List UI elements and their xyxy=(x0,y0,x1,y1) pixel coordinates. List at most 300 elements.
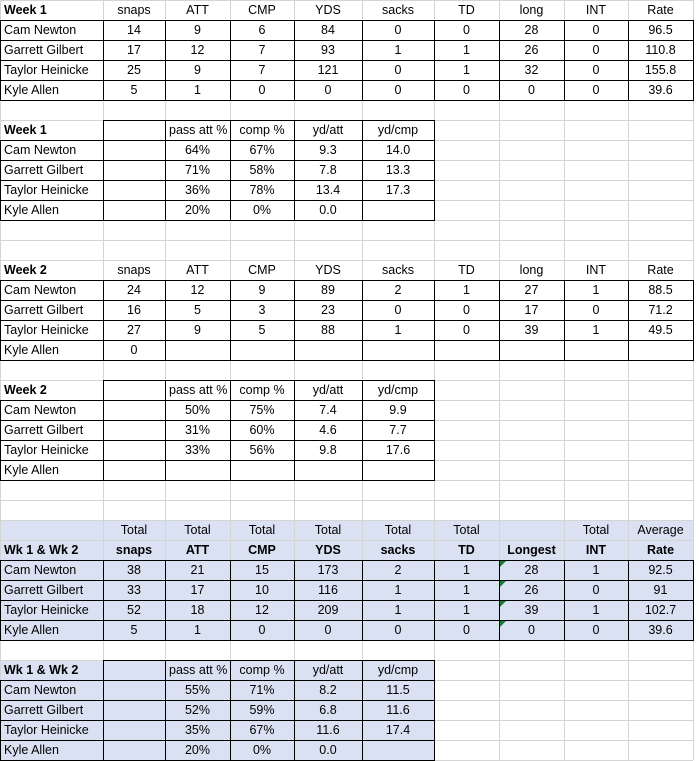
column-header-top: Average xyxy=(637,523,684,537)
cell-border xyxy=(0,280,1,360)
column-header-bottom: snaps xyxy=(115,543,153,557)
stat-cell xyxy=(230,340,294,360)
column-header: yd/att xyxy=(312,663,344,677)
column-header: ATT xyxy=(186,263,209,277)
cell-border xyxy=(434,660,435,760)
stat-cell: 2 xyxy=(394,283,402,297)
col-gridline xyxy=(564,0,565,760)
stat-cell: 10 xyxy=(255,583,269,597)
cell-border xyxy=(294,380,295,480)
stat-cell: 9.8 xyxy=(319,443,337,457)
stat-cell: 1 xyxy=(592,283,600,297)
column-header: CMP xyxy=(248,263,276,277)
column-header-top: Total xyxy=(248,523,276,537)
player-name: Kyle Allen xyxy=(4,83,59,97)
column-header: TD xyxy=(458,263,475,277)
stat-cell: 173 xyxy=(317,563,339,577)
cell-border xyxy=(0,400,435,401)
stat-cell: 64% xyxy=(184,143,211,157)
column-header: snaps xyxy=(117,3,151,17)
column-header: INT xyxy=(585,263,607,277)
column-header: YDS xyxy=(315,3,341,17)
cell-border xyxy=(294,20,295,100)
stat-cell: 12 xyxy=(255,603,269,617)
stat-cell: 17 xyxy=(127,43,141,57)
stat-cell: 0.0 xyxy=(319,203,337,217)
stat-cell: 59% xyxy=(249,703,275,717)
stat-cell: 0 xyxy=(592,303,600,317)
stat-cell: 39.6 xyxy=(648,83,673,97)
stat-cell: 11.5 xyxy=(386,683,410,697)
stat-cell: 3 xyxy=(258,303,266,317)
stat-cell: 1 xyxy=(394,323,402,337)
stat-cell: 26 xyxy=(524,43,539,57)
stat-cell: 1 xyxy=(194,83,201,97)
stat-cell: 20% xyxy=(184,203,211,217)
cell-border xyxy=(165,660,166,760)
stat-cell: 8.2 xyxy=(319,683,337,697)
column-header: YDS xyxy=(315,263,341,277)
stat-cell: 0 xyxy=(394,23,402,37)
section-title: Week 1 xyxy=(4,3,47,17)
stat-cell: 93 xyxy=(321,43,335,57)
stat-cell: 7.4 xyxy=(319,403,337,417)
player-name: Kyle Allen xyxy=(4,743,59,757)
stat-cell: 0 xyxy=(592,23,600,37)
stat-cell: 60% xyxy=(249,423,275,437)
cell-border xyxy=(0,280,694,281)
stat-cell: 17.6 xyxy=(385,443,411,457)
player-name: Cam Newton xyxy=(4,283,77,297)
stat-cell: 89 xyxy=(321,283,335,297)
player-name: Garrett Gilbert xyxy=(4,163,84,177)
stat-cell: 121 xyxy=(317,63,339,77)
stat-cell: 1 xyxy=(463,583,470,597)
stat-cell: 0 xyxy=(463,83,470,97)
stat-cell: 39 xyxy=(524,323,539,337)
cell-border xyxy=(0,440,435,441)
stat-cell: 91 xyxy=(653,583,668,597)
stat-cell: 0 xyxy=(258,83,266,97)
player-name: Taylor Heinicke xyxy=(4,723,89,737)
cell-border xyxy=(103,20,104,100)
stat-cell: 7 xyxy=(258,63,266,77)
player-name: Cam Newton xyxy=(4,143,77,157)
stat-cell: 13.4 xyxy=(315,183,341,197)
stat-cell: 116 xyxy=(318,583,338,597)
stat-cell: 1 xyxy=(463,603,470,617)
column-header: yd/att xyxy=(312,123,344,137)
stat-cell: 1 xyxy=(592,323,600,337)
stat-cell: 16 xyxy=(127,303,141,317)
cell-border xyxy=(294,120,295,220)
player-name: Kyle Allen xyxy=(4,343,59,357)
column-header: yd/att xyxy=(312,383,344,397)
cell-border xyxy=(362,380,363,480)
player-name: Cam Newton xyxy=(4,683,77,697)
stat-cell xyxy=(294,460,362,480)
cell-border xyxy=(165,560,166,640)
stat-cell: 9 xyxy=(194,23,201,37)
player-name: Kyle Allen xyxy=(4,203,59,217)
cell-border xyxy=(0,640,694,641)
player-name: Cam Newton xyxy=(4,23,77,37)
cell-border xyxy=(0,740,435,741)
cell-border xyxy=(362,20,363,100)
column-header: Rate xyxy=(647,3,674,17)
cell-border xyxy=(294,560,295,640)
stat-cell: 18 xyxy=(190,603,205,617)
column-header-bottom: Longest xyxy=(507,543,556,557)
stat-cell: 17 xyxy=(190,583,205,597)
cell-border xyxy=(0,700,435,701)
column-header-bottom: INT xyxy=(585,543,607,557)
cell-border xyxy=(362,120,363,220)
cell-border xyxy=(0,400,1,480)
stat-cell: 7 xyxy=(258,43,266,57)
stat-cell: 1 xyxy=(592,603,600,617)
stat-cell: 56% xyxy=(249,443,275,457)
stat-cell: 28 xyxy=(524,563,539,577)
cell-border xyxy=(0,580,694,581)
player-name: Taylor Heinicke xyxy=(4,183,89,197)
column-header: yd/cmp xyxy=(377,383,419,397)
cell-border xyxy=(0,140,1,220)
stat-cell: 0 xyxy=(592,43,600,57)
cell-border xyxy=(0,560,694,561)
player-name: Garrett Gilbert xyxy=(4,583,84,597)
col-gridline xyxy=(628,0,629,760)
column-header: ATT xyxy=(186,3,209,17)
cell-border xyxy=(0,300,694,301)
cell-border xyxy=(103,380,104,480)
cell-border xyxy=(0,620,694,621)
cell-border xyxy=(103,120,435,121)
stat-cell: 7.7 xyxy=(389,423,407,437)
column-header-top: Total xyxy=(120,523,148,537)
stat-cell: 39.6 xyxy=(648,623,673,637)
stat-cell: 0 xyxy=(592,63,600,77)
cell-border xyxy=(693,20,694,100)
stat-cell: 52 xyxy=(127,603,141,617)
column-header: sacks xyxy=(382,3,414,17)
section-title: Wk 1 & Wk 2 xyxy=(4,543,79,557)
stat-cell: 1 xyxy=(463,283,470,297)
stat-cell: 0 xyxy=(592,83,600,97)
cell-border xyxy=(499,280,500,360)
cell-border xyxy=(0,160,435,161)
cell-border xyxy=(0,180,435,181)
stat-cell: 12 xyxy=(190,283,205,297)
cell-border xyxy=(103,280,104,360)
stat-cell xyxy=(362,740,434,760)
col-gridline xyxy=(499,0,500,760)
stat-cell: 155.8 xyxy=(644,63,677,77)
cell-border xyxy=(294,280,295,360)
column-header-top: Total xyxy=(582,523,610,537)
cell-border xyxy=(0,340,694,341)
cell-border xyxy=(434,20,435,100)
column-header: snaps xyxy=(117,263,151,277)
column-header: comp % xyxy=(239,123,285,137)
stat-cell: 0 xyxy=(463,323,470,337)
player-name: Kyle Allen xyxy=(4,463,59,477)
section-title: Week 2 xyxy=(4,383,47,397)
cell-border xyxy=(165,120,166,220)
stat-cell: 17.4 xyxy=(385,723,411,737)
cell-border xyxy=(434,380,435,480)
column-header-bottom: sacks xyxy=(380,543,416,557)
stat-cell: 55% xyxy=(184,683,211,697)
stat-cell: 1 xyxy=(463,563,470,577)
section-title: Week 2 xyxy=(4,263,47,277)
stat-cell: 0 xyxy=(324,623,332,637)
stat-cell: 67% xyxy=(249,143,275,157)
column-header: Rate xyxy=(647,263,674,277)
cell-border xyxy=(230,560,231,640)
stat-cell: 102.7 xyxy=(644,603,677,617)
stat-cell: 11.6 xyxy=(386,703,410,717)
cell-border xyxy=(434,280,435,360)
cell-border xyxy=(294,660,295,760)
stat-cell: 71.2 xyxy=(648,303,673,317)
stat-cell: 50% xyxy=(184,403,211,417)
stat-cell: 9 xyxy=(194,63,201,77)
stat-cell: 13.3 xyxy=(385,163,411,177)
column-header: long xyxy=(519,3,544,17)
stat-cell: 4.6 xyxy=(319,423,337,437)
player-name: Taylor Heinicke xyxy=(4,323,89,337)
cell-border xyxy=(0,20,1,100)
cell-border xyxy=(628,560,629,640)
stat-cell: 110.8 xyxy=(645,43,676,57)
cell-border xyxy=(230,120,231,220)
cell-border xyxy=(362,280,363,360)
stat-cell: 5 xyxy=(130,623,138,637)
column-header-top: Total xyxy=(184,523,211,537)
stat-cell: 0% xyxy=(252,743,272,757)
stat-cell: 92.5 xyxy=(648,563,673,577)
stat-cell xyxy=(165,340,230,360)
stat-cell: 27 xyxy=(127,323,141,337)
stat-cell: 38 xyxy=(127,563,141,577)
stat-cell: 0 xyxy=(394,63,402,77)
stat-cell: 71% xyxy=(184,163,211,177)
stat-cell: 0 xyxy=(463,23,470,37)
cell-border xyxy=(0,220,435,221)
cell-border xyxy=(0,360,694,361)
stat-cell xyxy=(362,460,434,480)
stat-cell xyxy=(294,340,362,360)
stat-cell: 6.8 xyxy=(319,703,337,717)
col-gridline xyxy=(693,0,694,760)
stat-cell xyxy=(434,340,499,360)
stat-cell: 11.6 xyxy=(316,723,340,737)
cell-border xyxy=(0,80,694,81)
stat-cell: 24 xyxy=(127,283,141,297)
column-header: INT xyxy=(585,3,607,17)
cell-border xyxy=(693,280,694,360)
player-name: Garrett Gilbert xyxy=(4,303,84,317)
column-header: pass att % xyxy=(169,383,228,397)
stat-cell: 0 xyxy=(258,623,266,637)
cell-border xyxy=(103,660,435,661)
stat-cell: 36% xyxy=(184,183,211,197)
cell-border xyxy=(0,100,694,101)
player-name: Taylor Heinicke xyxy=(4,603,89,617)
player-name: Cam Newton xyxy=(4,403,77,417)
stat-cell: 0 xyxy=(592,623,600,637)
cell-border xyxy=(434,120,435,220)
stat-cell: 1 xyxy=(394,43,402,57)
column-header-bottom: Rate xyxy=(646,543,675,557)
stat-cell xyxy=(499,340,564,360)
stat-cell: 0 xyxy=(592,583,600,597)
stat-cell: 1 xyxy=(463,63,470,77)
cell-border xyxy=(165,380,166,480)
cell-border xyxy=(0,560,1,640)
stat-cell: 84 xyxy=(321,23,335,37)
cell-border xyxy=(362,560,363,640)
stat-cell: 0 xyxy=(463,623,470,637)
cell-border xyxy=(0,680,1,760)
stat-cell: 9 xyxy=(258,283,266,297)
cell-border xyxy=(499,560,500,640)
stat-cell: 14 xyxy=(127,23,141,37)
stat-cell: 49.5 xyxy=(648,323,673,337)
stat-cell: 209 xyxy=(317,603,339,617)
stat-cell: 33 xyxy=(127,583,141,597)
error-indicator-icon xyxy=(500,561,506,567)
stat-cell: 0 xyxy=(394,83,402,97)
cell-border xyxy=(230,20,231,100)
player-name: Garrett Gilbert xyxy=(4,43,84,57)
column-header-bottom: YDS xyxy=(315,543,341,557)
player-name: Taylor Heinicke xyxy=(4,63,89,77)
player-name: Garrett Gilbert xyxy=(4,703,84,717)
player-name: Cam Newton xyxy=(4,563,77,577)
error-indicator-icon xyxy=(500,621,506,627)
stat-cell: 21 xyxy=(190,563,205,577)
column-header: CMP xyxy=(248,3,276,17)
cell-border xyxy=(165,20,166,100)
stat-cell: 0 xyxy=(324,83,332,97)
stat-cell: 88.5 xyxy=(648,283,673,297)
stat-cell: 1 xyxy=(394,583,402,597)
cell-border xyxy=(230,380,231,480)
stat-cell: 23 xyxy=(321,303,335,317)
stat-cell xyxy=(230,460,294,480)
player-name: Taylor Heinicke xyxy=(4,443,89,457)
stat-cell: 0 xyxy=(463,303,470,317)
stat-cell: 1 xyxy=(194,623,201,637)
cell-border xyxy=(0,680,435,681)
column-header: yd/cmp xyxy=(377,663,419,677)
column-header: comp % xyxy=(239,663,285,677)
stat-cell: 0 xyxy=(528,83,535,97)
stat-cell: 52% xyxy=(184,703,211,717)
column-header: comp % xyxy=(239,383,285,397)
column-header-bottom: ATT xyxy=(185,543,210,557)
cell-border xyxy=(362,660,363,760)
stat-cell: 0% xyxy=(252,203,272,217)
stat-cell: 88 xyxy=(321,323,335,337)
cell-border xyxy=(564,20,565,100)
stat-cell xyxy=(564,340,628,360)
error-indicator-icon xyxy=(500,581,506,587)
stat-cell xyxy=(628,340,693,360)
stat-cell: 25 xyxy=(127,63,141,77)
cell-border xyxy=(0,420,435,421)
stat-cell xyxy=(362,200,434,220)
stat-cell: 26 xyxy=(524,583,539,597)
stat-cell: 12 xyxy=(190,43,205,57)
cell-border xyxy=(564,280,565,360)
stat-cell: 1 xyxy=(394,603,402,617)
column-header-top xyxy=(499,520,564,540)
player-name: Kyle Allen xyxy=(4,623,59,637)
stat-cell: 0 xyxy=(394,303,402,317)
stat-cell: 58% xyxy=(249,163,275,177)
stat-cell: 6 xyxy=(258,23,266,37)
player-name: Garrett Gilbert xyxy=(4,423,84,437)
section-title: Week 1 xyxy=(4,123,47,137)
stat-cell: 15 xyxy=(255,563,269,577)
stat-cell: 2 xyxy=(394,563,402,577)
cell-border xyxy=(693,560,694,640)
stat-cell: 71% xyxy=(249,683,275,697)
stat-cell: 27 xyxy=(524,283,539,297)
stat-cell: 0 xyxy=(528,623,535,637)
column-header: TD xyxy=(458,3,475,17)
error-indicator-icon xyxy=(500,601,506,607)
stat-cell: 0 xyxy=(394,623,402,637)
cell-border xyxy=(0,320,694,321)
cell-border xyxy=(628,280,629,360)
stat-cell: 75% xyxy=(249,403,275,417)
stat-cell: 9.9 xyxy=(389,403,407,417)
cell-border xyxy=(0,460,435,461)
cell-border xyxy=(103,660,104,760)
stat-cell: 5 xyxy=(130,83,138,97)
stat-cell: 5 xyxy=(194,303,201,317)
stat-cell: 9 xyxy=(194,323,201,337)
stat-cell xyxy=(165,460,230,480)
cell-border xyxy=(434,560,435,640)
cell-border xyxy=(499,20,500,100)
stat-cell: 1 xyxy=(463,43,470,57)
stat-cell: 1 xyxy=(592,563,600,577)
stat-cell: 9.3 xyxy=(319,143,337,157)
cell-border xyxy=(103,380,435,381)
cell-border xyxy=(103,120,104,220)
stat-cell: 39 xyxy=(524,603,539,617)
column-header-top: Total xyxy=(453,523,480,537)
column-header-bottom: CMP xyxy=(248,543,276,557)
stat-cell: 7.8 xyxy=(319,163,337,177)
section-title: Wk 1 & Wk 2 xyxy=(4,663,79,677)
stat-cell: 96.5 xyxy=(648,23,673,37)
cell-border xyxy=(230,280,231,360)
cell-border xyxy=(0,480,435,481)
stat-cell: 35% xyxy=(184,723,211,737)
stat-cell: 5 xyxy=(258,323,266,337)
stat-cell: 31% xyxy=(184,423,211,437)
cell-border xyxy=(564,560,565,640)
cell-border xyxy=(0,20,694,21)
cell-border xyxy=(0,140,435,141)
column-header: pass att % xyxy=(169,663,228,677)
